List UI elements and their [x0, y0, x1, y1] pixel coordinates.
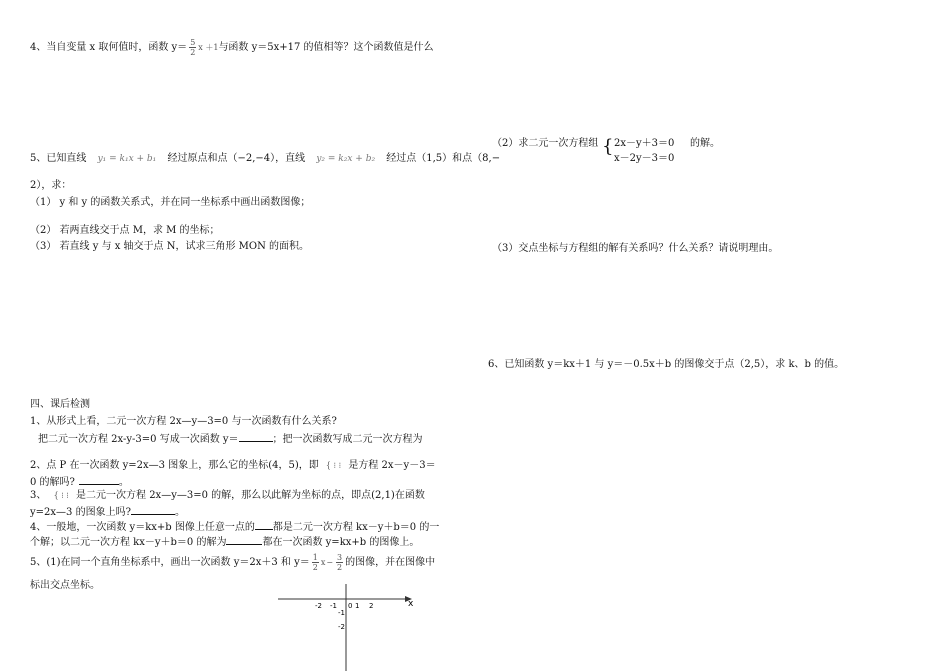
right-q2-eq1: 2x－y＋3＝0: [614, 138, 675, 149]
x-tick-label: 1: [355, 602, 360, 610]
answer-blank[interactable]: [79, 474, 119, 485]
system-glyph: { ⁝ ⁝: [53, 491, 69, 500]
section4-item1a: 1、从形式上看，二元一次方程 2x—y—3=0 与一次函数有什么关系?: [30, 416, 337, 427]
x-tick-label: 2: [369, 602, 374, 610]
answer-blank[interactable]: [239, 431, 273, 442]
q5-sub3: （3） 若直线 y 与 x 轴交于点 N，试求三角形 MON 的面积。: [30, 241, 310, 252]
right-q6: 6、已知函数 y＝kx＋1 与 y＝－0.5x＋b 的图像交于点（2,5），求 k、b 的值。: [488, 359, 845, 370]
section4-item4b: 个解；以二元一次方程 kx－y＋b＝0 的解为 都在一次函数 y=kx+b 的图像上。: [30, 534, 419, 550]
section4-item4a: 4、一般地，一次函数 y＝kx+b 图像上任意一点的 都是二元一次方程 kx－y＋b＝0 的一: [30, 519, 439, 535]
y-tick-label: -1: [338, 609, 345, 617]
right-q2-eq2: x－2y－3＝0: [614, 153, 675, 164]
system-brace: {: [602, 136, 614, 157]
q4-suffix: 与函数 y＝5x+17 的值相等？这个函数值是什么: [218, 42, 434, 53]
frac-three-half: $\frac{3}{2}$: [337, 553, 343, 572]
coordinate-axes: [272, 578, 422, 671]
right-q3: （3）交点坐标与方程组的解有关系吗？什么关系？请说明理由。: [492, 243, 779, 254]
y1-formula: y₁ = k₁x + b₁: [97, 154, 157, 164]
section4-item2b: 0 的解吗? 。: [30, 474, 129, 490]
section4-item1b: 把二元一次方程 2x-y-3=0 写成一次函数 y＝ ；把一次函数写成二元一次方程为: [38, 431, 423, 447]
q5-sub2: （2） 若两直线交于点 M，求 M 的坐标；: [30, 225, 220, 236]
section4-item2a: 2、点 P 在一次函数 y=2x—3 图象上，那么它的坐标(4，5)，即 { ⁝ ⁝ 是方程 2x－y－3＝: [30, 460, 436, 471]
section4-item3a: 3、 { ⁝ ⁝ 是二元一次方程 2x—y—3=0 的解，那么以此解为坐标的点，即点(2,1)在函数: [30, 490, 425, 501]
answer-blank[interactable]: [226, 534, 262, 545]
answer-blank[interactable]: [131, 504, 175, 515]
frac-one-half: $\frac{1}{2}$: [312, 553, 318, 572]
section4-item5a: 5、(1)在同一个直角坐标系中，画出一次函数 y＝2x＋3 和 y＝ $\frac{1}{2}$ x− $\frac{3}{2}$ 的图像，并在图像中: [30, 553, 436, 572]
q4-prefix: 4、当自变量 x 取何值时，函数 y＝: [30, 42, 188, 53]
answer-blank[interactable]: [255, 519, 273, 530]
y-tick-label: -2: [338, 623, 345, 631]
x-axis-label: x: [408, 599, 414, 609]
x-tick-label: -2: [315, 602, 322, 610]
y2-formula: y₂ = k₂x + b₂: [316, 154, 376, 164]
q5-line1: 5、已知直线 y₁ = k₁x + b₁ 经过原点和点（−2,−4），直线 y₂ = k₂x + b₂ 经过点（1,5）和点（8,−: [30, 153, 501, 164]
q5-line2: 2），求：: [30, 180, 72, 191]
x-tick-label: -1: [330, 602, 337, 610]
q4-fraction: $\frac{5}{2}$: [190, 38, 196, 57]
right-q2-tail: 的解。: [690, 138, 720, 149]
right-q2-label: （2）求二元一次方程组: [492, 138, 599, 149]
section4-item3b: y=2x—3 的图象上吗? 。: [30, 504, 185, 520]
q4-mid: x ＋1: [198, 43, 219, 52]
q4-line: [30, 38, 434, 57]
section4-heading: 四、课后检测: [30, 399, 90, 410]
system-glyph: { ⁝ ⁝: [325, 461, 342, 470]
x-tick-label: 0: [348, 602, 353, 610]
section4-item5b: 标出交点坐标。: [30, 580, 100, 591]
q5-sub1: （1） y 和 y 的函数关系式，并在同一坐标系中画出函数图像；: [30, 197, 311, 208]
